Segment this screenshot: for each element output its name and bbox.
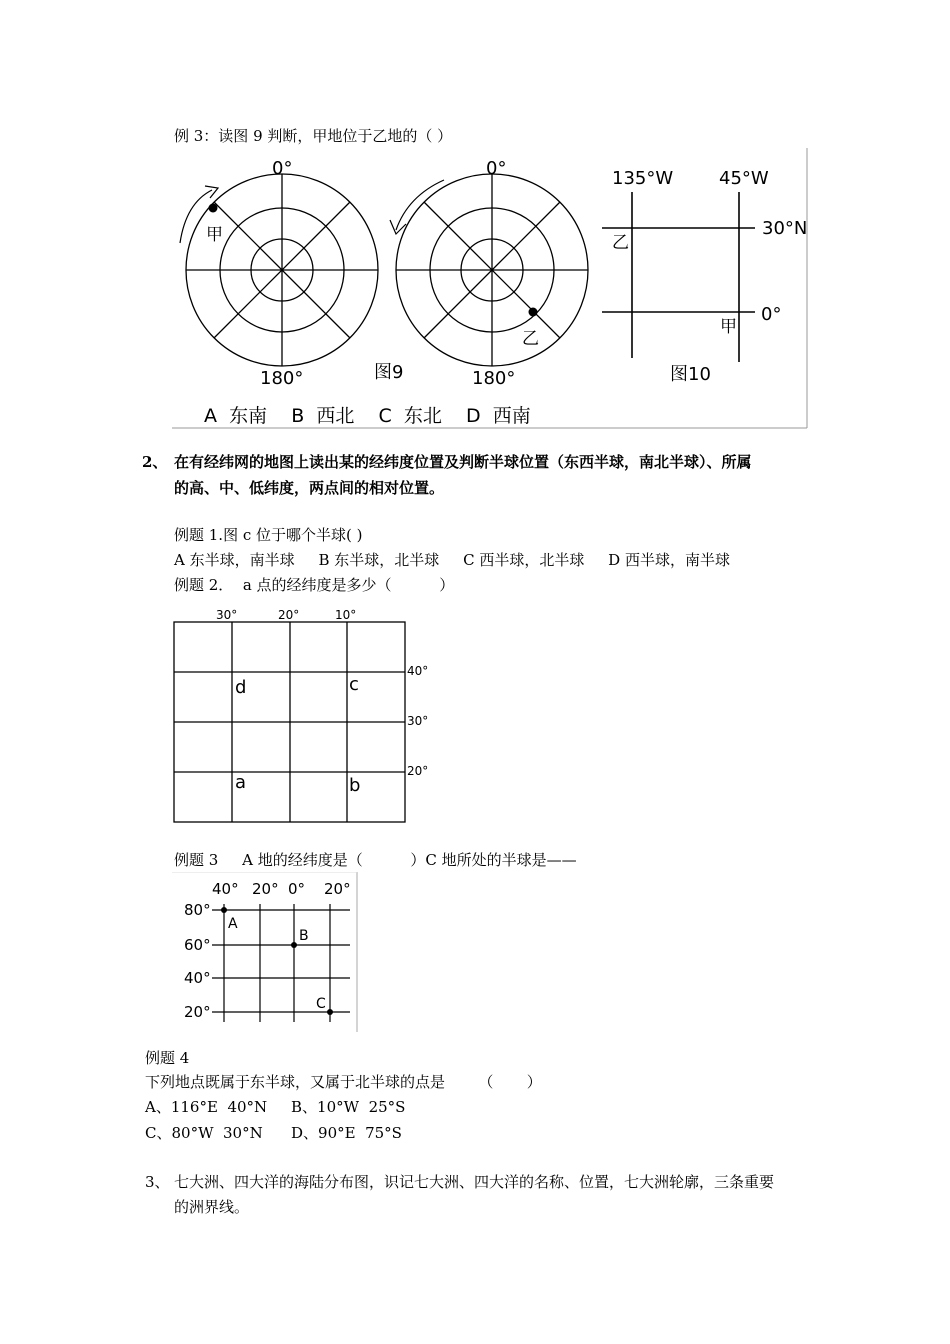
lon-label-40: 40° xyxy=(212,880,239,898)
point-C: C xyxy=(316,996,326,1012)
example3-options: A 东南 B 西北 C 东北 D 西南 xyxy=(204,405,531,427)
figure-9-10 xyxy=(172,148,808,430)
label-jia: 甲 xyxy=(206,225,223,245)
label-yi: 乙 xyxy=(522,329,539,349)
polar-diagram-right xyxy=(390,174,588,366)
point-B: B xyxy=(299,928,309,944)
example3-title: 例 3：读图 9 判断，甲地位于乙地的（ ） xyxy=(174,127,453,145)
figure-10-caption: 图10 xyxy=(670,364,711,385)
lat-label-40: 40° xyxy=(407,664,429,678)
point-c: c xyxy=(349,674,359,695)
question-4-title: 例题 4 xyxy=(145,1049,190,1067)
label-right-0: 0° xyxy=(486,158,507,179)
label-left-0: 0° xyxy=(272,158,293,179)
lon-label-30: 30° xyxy=(216,608,238,622)
question-2-title: 例题 2． a 点的经纬度是多少（ ） xyxy=(174,576,455,594)
label-equator-0: 0° xyxy=(761,304,782,325)
label-right-180: 180° xyxy=(472,368,516,389)
label-left-180: 180° xyxy=(260,368,304,389)
question-4-option-c: C、80°W 30°N xyxy=(145,1124,263,1142)
label-jia-fig10: 甲 xyxy=(720,317,737,337)
section-3-line2: 的洲界线。 xyxy=(174,1198,250,1216)
polar-diagram-left xyxy=(180,174,378,366)
section-3-number: 3、 xyxy=(145,1173,170,1191)
lon-label-20-right: 20° xyxy=(324,880,351,898)
question-2-grid xyxy=(168,602,438,828)
lon-label-20: 20° xyxy=(278,608,300,622)
section-2-line1: 在有经纬网的地图上读出某的经纬度位置及判断半球位置（东西半球，南北半球）、所属 xyxy=(174,453,752,471)
lat-label-20: 20° xyxy=(407,764,429,778)
lat-label-20: 20° xyxy=(184,1003,211,1021)
point-d: d xyxy=(235,677,247,698)
point-a: a xyxy=(235,772,247,793)
question-3-title: 例题 3 A 地的经纬度是（ ）C 地所处的半球是—— xyxy=(174,851,577,869)
lon-label-10: 10° xyxy=(335,608,357,622)
question-4-option-d: D、90°E 75°S xyxy=(291,1124,402,1142)
point-yi-marker xyxy=(529,308,538,317)
question-4-option-a: A、116°E 40°N xyxy=(145,1098,268,1116)
point-A: A xyxy=(228,916,238,932)
section-2-line2: 的高、中、低纬度，两点间的相对位置。 xyxy=(174,479,445,497)
lat-label-40: 40° xyxy=(184,969,211,987)
question-4-option-b: B、10°W 25°S xyxy=(291,1098,406,1116)
lat-label-80: 80° xyxy=(184,901,211,919)
question-3-grid xyxy=(172,872,360,1034)
lon-label-0: 0° xyxy=(288,880,306,898)
point-jia-marker xyxy=(209,204,218,213)
section-3-line1: 七大洲、四大洋的海陆分布图，识记七大洲、四大洋的名称、位置，七大洲轮廓，三条重要 xyxy=(174,1173,775,1191)
point-b: b xyxy=(349,775,361,796)
figure-9-caption: 图9 xyxy=(374,362,404,383)
question-4-text: 下列地点既属于东半球，又属于北半球的点是 （ ） xyxy=(145,1073,542,1091)
lat-label-60: 60° xyxy=(184,936,211,954)
label-135w: 135°W xyxy=(612,168,674,189)
lon-label-20-left: 20° xyxy=(252,880,279,898)
question-1-options: A 东半球，南半球 B 东半球，北半球 C 西半球，北半球 D 西半球，南半球 xyxy=(174,551,730,569)
label-45w: 45°W xyxy=(719,168,769,189)
label-yi-fig10: 乙 xyxy=(612,233,629,253)
lat-label-30: 30° xyxy=(407,714,429,728)
label-30n: 30°N xyxy=(762,218,808,239)
question-1-title: 例题 1.图 c 位于哪个半球( ) xyxy=(174,526,363,544)
section-2-number: 2、 xyxy=(142,453,168,471)
